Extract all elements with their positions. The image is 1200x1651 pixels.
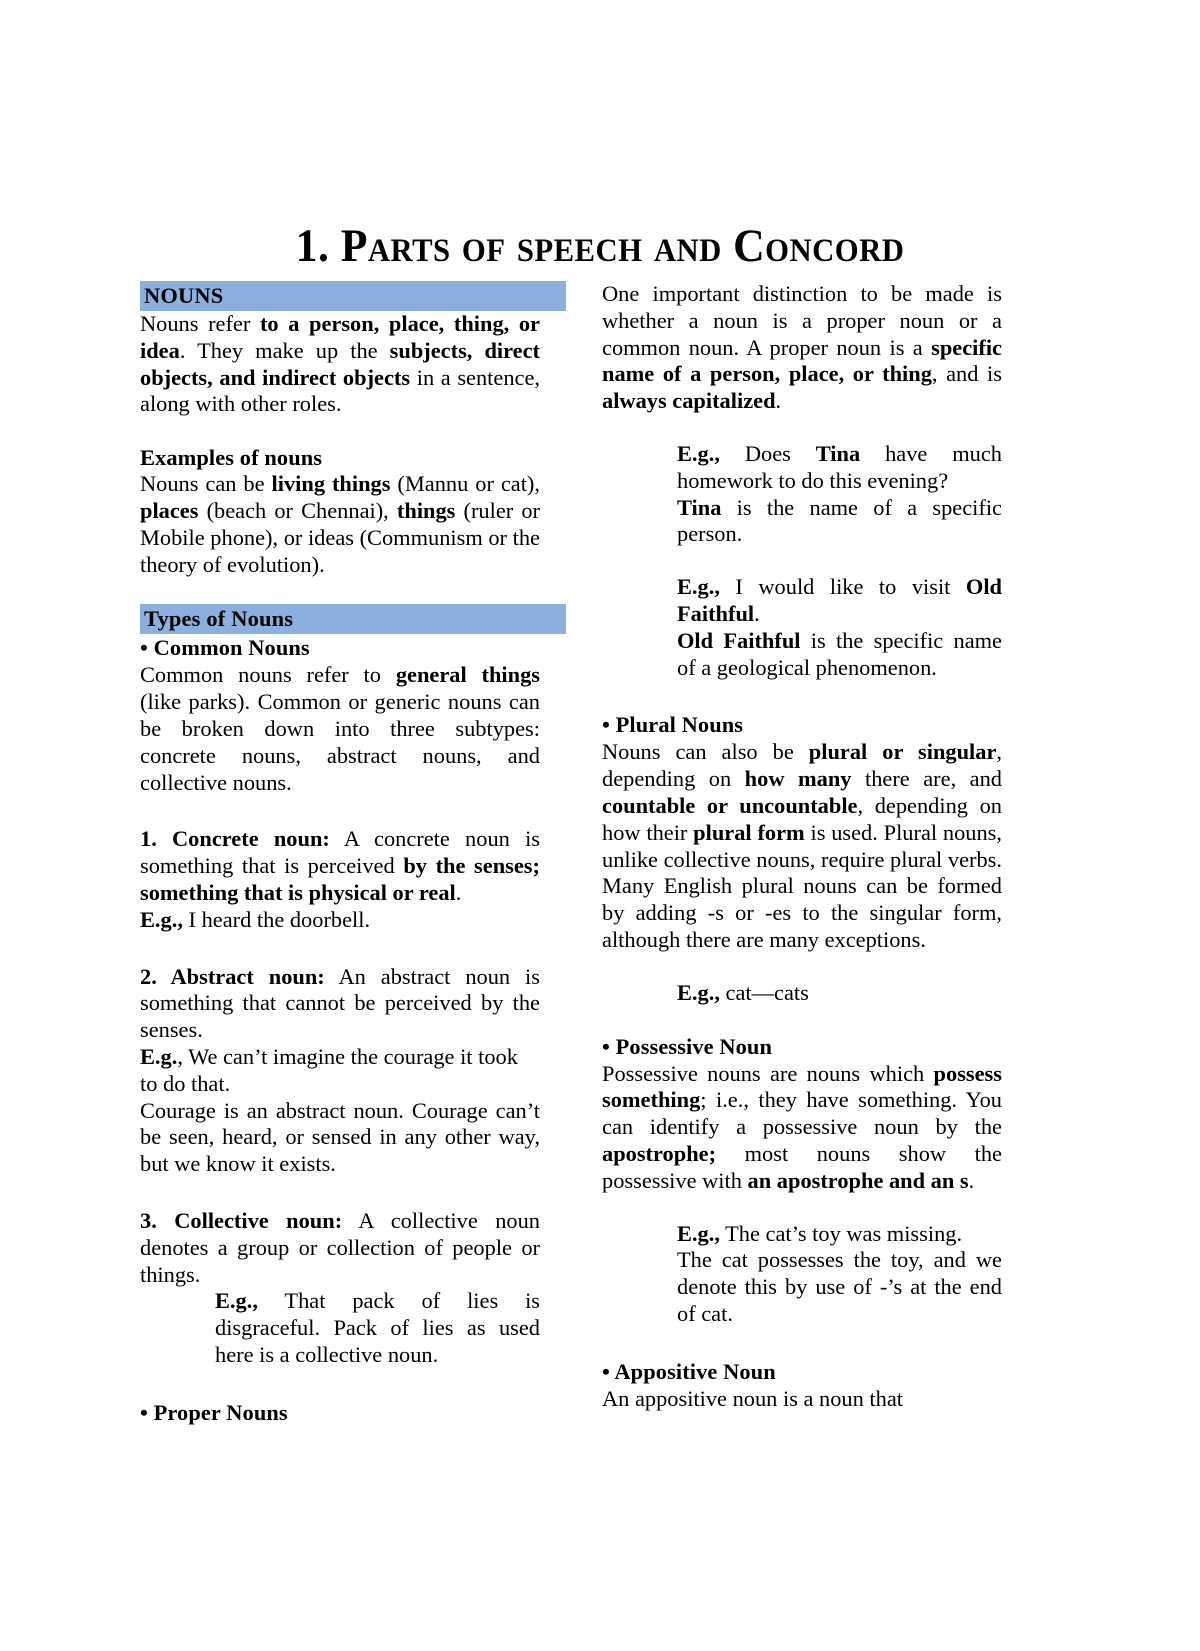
two-column-body xyxy=(140,281,1060,1427)
text-run: , depending on xyxy=(602,739,1003,792)
text-run: An abstract noun is something that cannot be perceived by the senses. xyxy=(140,963,540,1043)
example-cats-toy xyxy=(677,1221,1002,1248)
paragraph-nouns-intro xyxy=(140,311,540,418)
right-column xyxy=(602,281,1002,1427)
text-run-bold: subjects, direct objects, and indirect objects xyxy=(140,337,540,390)
text-run: I would like to visit xyxy=(719,574,966,600)
text-run: A concrete noun is something that is perceived xyxy=(140,826,540,879)
paragraph-collective-noun xyxy=(140,1208,540,1288)
text-run: . xyxy=(455,879,462,905)
text-run-bold: 1. Concrete noun: xyxy=(140,826,330,852)
text-run-bold: to a person, place, thing, or idea xyxy=(140,311,540,363)
paragraph-appositive-noun: An appositive noun is a noun that xyxy=(602,1385,903,1411)
text-run-bold: 3. Collective noun: xyxy=(140,1207,343,1233)
text-run-bold: E.g., xyxy=(677,1220,720,1246)
text-run: , and is xyxy=(931,361,1002,387)
text-run-bold: Tina xyxy=(815,440,861,466)
text-run-bold: E.g., xyxy=(215,1288,258,1314)
text-run: (Mannu or cat), xyxy=(390,471,540,497)
text-run: A collective noun denotes a group or collection of people or things. xyxy=(140,1207,540,1287)
subheading-appositive-noun: • Appositive Noun xyxy=(602,1358,776,1384)
example-concrete-noun xyxy=(140,907,540,934)
text-run-bold: countable or uncountable xyxy=(602,792,858,818)
text-run: Possessive nouns are nouns which xyxy=(602,1060,934,1086)
text-run-bold: E.g., xyxy=(677,440,720,466)
example-tina xyxy=(677,441,1002,495)
text-run-bold: possess something xyxy=(602,1060,1002,1113)
example-abstract-noun xyxy=(140,1044,540,1098)
paragraph-plural-nouns xyxy=(602,739,1002,953)
left-column xyxy=(140,281,540,1427)
text-run: is the specific name of a geological phenomenon. xyxy=(677,627,1002,680)
paragraph-concrete-noun xyxy=(140,826,540,906)
text-run: ; i.e., they have something. You can identify a possessive noun by the xyxy=(602,1087,1002,1140)
text-run-bold: Old Faithful xyxy=(677,574,1002,626)
text-run: . xyxy=(754,600,760,626)
text-run-bold: apostrophe; xyxy=(602,1140,717,1166)
text-run: One important distinction to be made is whether a noun is a proper noun or a common noun. A proper noun is a xyxy=(602,281,1002,360)
subheading-proper-nouns: • Proper Nouns xyxy=(140,1399,288,1425)
text-run: cat—cats xyxy=(719,979,809,1005)
example-collective-noun xyxy=(215,1288,540,1368)
text-run-bold: Tina xyxy=(677,494,722,520)
subheading-plural-nouns: • Plural Nouns xyxy=(602,712,744,738)
text-run: (ruler or Mobile phone), or ideas (Communism or the theory of evolution). xyxy=(140,497,541,577)
paragraph-possessive-noun xyxy=(602,1061,1002,1195)
section-heading-types-of-nouns: Types of Nouns xyxy=(140,604,566,634)
text-run-bold: how many xyxy=(744,766,852,792)
note-old-faithful xyxy=(677,628,1002,682)
text-run: is used. Plural nouns, unlike collective nouns, require plural verbs. Many English plural nouns can be formed by adding -s or -es to the singular form, although there are many exceptions. xyxy=(602,819,1002,952)
paragraph-proper-noun-intro xyxy=(602,281,1002,415)
section-heading-nouns: NOUNS xyxy=(140,281,566,311)
example-cat-cats xyxy=(677,980,1002,1007)
text-run-bold: plural form xyxy=(693,819,805,845)
text-run-bold: general things xyxy=(395,662,541,688)
text-run: Nouns can be xyxy=(140,471,272,497)
text-run: (beach or Chennai), xyxy=(198,497,397,523)
text-run-bold: 2. Abstract noun: xyxy=(140,963,325,989)
text-run-bold: living things xyxy=(271,471,391,497)
text-run-bold: by the senses; something that is physical or real xyxy=(140,853,540,905)
text-run: , We can’t imagine the courage it took to do that. xyxy=(140,1043,518,1096)
subheading-common-nouns: • Common Nouns xyxy=(140,635,310,661)
text-run: . xyxy=(968,1167,975,1193)
text-run: Does xyxy=(719,440,816,466)
example-old-faithful xyxy=(677,574,1002,628)
text-run-bold: plural or singular xyxy=(808,739,997,765)
text-run-bold: an apostrophe and an s xyxy=(747,1167,969,1193)
subheading-examples-of-nouns: Examples of nouns xyxy=(140,445,323,471)
text-run-bold: E.g., xyxy=(677,574,720,600)
text-run: , depending on how their xyxy=(602,792,1003,845)
text-run-bold: always capitalized xyxy=(602,388,776,414)
text-run: . They make up the xyxy=(179,337,390,363)
paragraph-examples xyxy=(140,471,540,578)
text-run: Nouns refer xyxy=(140,311,260,336)
text-run: I heard the doorbell. xyxy=(182,906,371,932)
text-run: most nouns show the possessive with xyxy=(602,1140,1002,1193)
text-run-bold: things xyxy=(396,497,456,523)
text-run: in a sentence, along with other roles. xyxy=(140,364,540,417)
text-run: (like parks). Common or generic nouns can be broken down into three subtypes: concrete nouns, abstract nouns, and collective nouns. xyxy=(140,689,540,795)
text-run: is the name of a specific person. xyxy=(677,494,1002,547)
text-run: have much homework to do this evening? xyxy=(677,440,1002,493)
text-run: That pack of lies is disgraceful. Pack of lies as used here is a collective noun. xyxy=(215,1288,540,1367)
text-run-bold: E.g., xyxy=(677,979,720,1005)
text-run-bold: specific name of a person, place, or thing xyxy=(602,334,1002,387)
paragraph-abstract-noun xyxy=(140,964,540,1044)
note-abstract-noun: Courage is an abstract noun. Courage can’t be seen, heard, or sensed in any other way, but we know it exists. xyxy=(140,1097,540,1177)
note-tina xyxy=(677,495,1002,549)
text-run-bold: E.g. xyxy=(140,1043,178,1069)
text-run: Common nouns refer to xyxy=(140,662,396,688)
text-run: there are, and xyxy=(851,766,1002,792)
text-run: Nouns can also be xyxy=(602,739,809,765)
text-run: The cat’s toy was missing. xyxy=(719,1220,963,1246)
text-run-bold: places xyxy=(140,497,199,523)
text-run-bold: Old Faithful xyxy=(677,627,801,653)
note-cats-toy: The cat possesses the toy, and we denote this by use of -’s at the end of cat. xyxy=(677,1247,1002,1326)
text-run-bold: E.g., xyxy=(140,906,183,932)
page-title: 1. Parts of speech and Concord xyxy=(295,220,905,272)
text-run: . xyxy=(775,388,782,414)
paragraph-common-nouns xyxy=(140,662,540,796)
subheading-possessive-noun: • Possessive Noun xyxy=(602,1033,773,1059)
